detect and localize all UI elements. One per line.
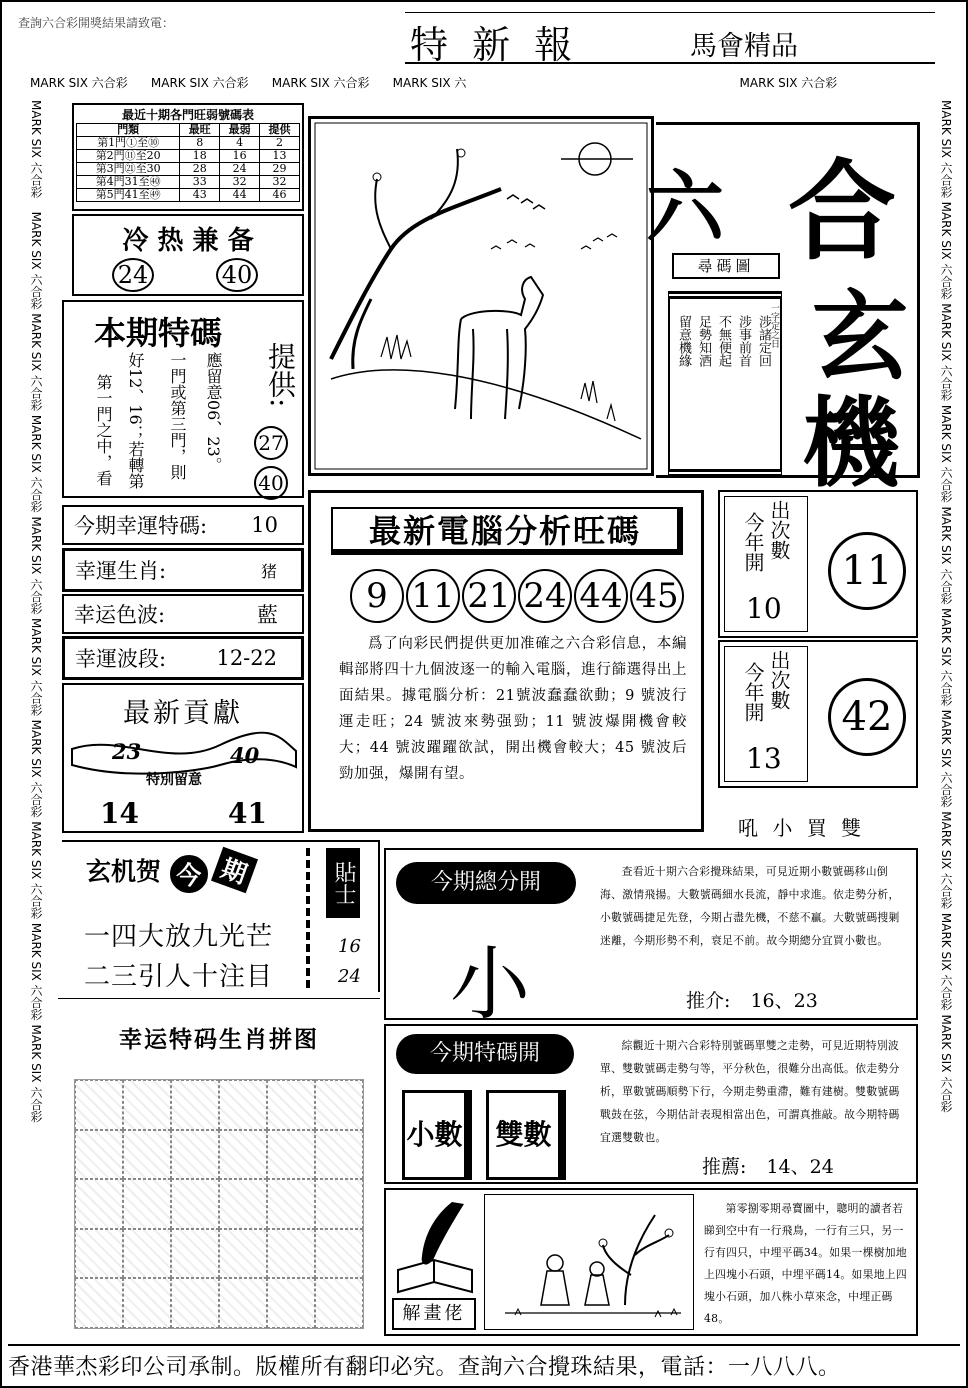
puzzle-piece bbox=[219, 1229, 267, 1279]
total-big: 小 bbox=[450, 938, 530, 1031]
strip-item: MARK SIX 六合彩 bbox=[29, 1024, 43, 1123]
table-cell: 33 bbox=[180, 176, 220, 189]
puzzle-piece bbox=[75, 1179, 123, 1229]
strip-item: MARK SIX 六合彩 bbox=[29, 100, 43, 198]
puzzle-piece bbox=[171, 1130, 219, 1180]
computer-title: 最新電腦分析旺碼 bbox=[331, 507, 683, 555]
strip-item: MARK SIX 六合彩 bbox=[29, 719, 43, 818]
table-cell: 32 bbox=[260, 176, 300, 189]
table-cell: 第5門41至㊾ bbox=[77, 189, 180, 202]
interpret-box bbox=[384, 1188, 918, 1336]
puzzle-piece bbox=[219, 1179, 267, 1229]
lucky-color-value: 藍 bbox=[257, 603, 278, 627]
contribution-top-num: 40 bbox=[230, 743, 260, 768]
puzzle-piece bbox=[315, 1130, 363, 1180]
lucky-special-row bbox=[62, 505, 304, 545]
strip-item: MARK SIX 六 bbox=[392, 76, 467, 90]
count-box-2 bbox=[718, 640, 918, 788]
poem-side: 一字定之日 bbox=[769, 303, 779, 348]
table-row bbox=[77, 176, 300, 189]
contribution-title: 最新貢獻 bbox=[123, 698, 243, 729]
special-open-label: 今期特碼開 bbox=[396, 1034, 574, 1074]
table-cell: 46 bbox=[260, 189, 300, 202]
gate-table-grid bbox=[76, 123, 300, 202]
puzzle-piece bbox=[171, 1229, 219, 1279]
puzzle-piece bbox=[315, 1179, 363, 1229]
puzzle-piece bbox=[171, 1179, 219, 1229]
gate-table bbox=[72, 103, 304, 211]
table-cell: 13 bbox=[260, 150, 300, 163]
count-col1: 出次數 bbox=[767, 650, 791, 710]
total-label: 今期總分開 bbox=[396, 862, 576, 904]
liuhe-char-3: 玄 bbox=[812, 280, 908, 393]
strip-item: MARK SIX 六合彩 bbox=[939, 100, 953, 198]
strip-item: MARK SIX 六合彩 bbox=[30, 76, 128, 90]
contribution-bottom-num: 14 bbox=[100, 797, 139, 830]
strip-item: MARK SIX 六合彩 bbox=[29, 516, 43, 615]
table-cell: 第4門31至㊵ bbox=[77, 176, 180, 189]
strip-item: MARK SIX 六合彩 bbox=[29, 414, 43, 513]
gate-table-title: 最近十期各門旺弱號碼表 bbox=[121, 108, 254, 122]
strip-item: MARK SIX 六合彩 bbox=[271, 76, 370, 90]
count-col2: 今年開 bbox=[741, 662, 765, 722]
lucky-range-label: 幸運波段: bbox=[75, 647, 167, 671]
analysis-ball: 45 bbox=[630, 569, 684, 623]
cold-hot-box bbox=[72, 214, 304, 296]
contribution-box bbox=[62, 683, 304, 833]
special-col: 一門或第三門，則 bbox=[168, 352, 187, 480]
table-row bbox=[77, 163, 300, 176]
puzzle-piece bbox=[267, 1278, 315, 1328]
xuanji-box bbox=[62, 840, 380, 992]
special-open-rec-label: 推薦: bbox=[702, 1156, 747, 1178]
liuhe-char-2: 合 bbox=[788, 149, 897, 275]
table-cell: 第3門㉑至30 bbox=[77, 163, 180, 176]
table-cell: 44 bbox=[220, 189, 260, 202]
puzzle-piece bbox=[75, 1278, 123, 1328]
poem-col: 涉諸定回 bbox=[756, 315, 771, 367]
strip-item: MARK SIX 六合彩 bbox=[739, 76, 838, 90]
puzzle-piece bbox=[75, 1229, 123, 1279]
lucky-range-row bbox=[62, 636, 304, 680]
xuanji-title bbox=[86, 852, 253, 893]
special-col: 應留意06、23。 bbox=[204, 352, 223, 473]
puzzle-piece bbox=[315, 1080, 363, 1130]
contribution-bottom-num: 41 bbox=[228, 797, 267, 830]
total-text: 查看近十期六合彩攪珠結果，可見近期小數號碼移山倒海、激情飛揚。大數號碼細水長流，靜中求進。依走勢分析，小數號碼捷足先登，今期占盡先機，不慈不贏。大數號碼搜剿迷離，今期形勢不利，衰足不前。故今期總分宜買小數也。 bbox=[600, 865, 900, 947]
computer-box bbox=[308, 490, 704, 832]
lucky-color-label: 幸运色波: bbox=[74, 603, 166, 627]
puzzle-title: 幸运特码生肖拼图 bbox=[119, 1026, 319, 1053]
puzzle-piece bbox=[75, 1130, 123, 1180]
total-rec bbox=[686, 986, 818, 1013]
count-box-1 bbox=[718, 490, 918, 638]
table-cell: 24 bbox=[220, 163, 260, 176]
strip-item: MARK SIX 六合彩 bbox=[939, 506, 953, 605]
strip-item: MARK SIX 六合彩 bbox=[939, 1014, 953, 1113]
puzzle-piece bbox=[219, 1278, 267, 1328]
analysis-ball: 44 bbox=[574, 569, 628, 623]
lucky-zodiac-label: 幸運生肖: bbox=[75, 559, 167, 583]
puzzle-piece bbox=[171, 1278, 219, 1328]
xuanji-title-b: 今 bbox=[170, 855, 208, 893]
table-cell: 16 bbox=[220, 150, 260, 163]
analysis-ball: 21 bbox=[462, 569, 516, 623]
interpret-text: 第零捌零期尋寶圖中，聰明的讀者若睇到空中有一行飛鳥，一行有三只，另一行有四只，中埋平碼34。如果一棵樹加地上四塊小石頭，中埋平碼14。如果地上四塊小石頭，加八株小草來念，中埋正碼48。 bbox=[704, 1202, 907, 1325]
puzzle-piece bbox=[123, 1229, 171, 1279]
puzzle-piece bbox=[315, 1229, 363, 1279]
poem-col: 涉事前首 bbox=[736, 315, 751, 367]
puzzle-piece bbox=[123, 1179, 171, 1229]
count-col2: 今年開 bbox=[741, 512, 765, 572]
special-num: 27 bbox=[254, 426, 288, 460]
scroll bbox=[668, 291, 782, 477]
special-box bbox=[62, 300, 304, 498]
special-col: 好12、16；若轉第 bbox=[126, 352, 145, 489]
strip-item: MARK SIX 六合彩 bbox=[939, 201, 953, 300]
cold-hot-title: 冷 热 兼 备 bbox=[122, 226, 254, 256]
lucky-special-value: 10 bbox=[251, 513, 278, 537]
cold-hot-num: 40 bbox=[216, 258, 258, 292]
special-open-box bbox=[384, 1024, 918, 1184]
liuhe-char-4: 機 bbox=[802, 386, 901, 501]
table-cell: 32 bbox=[220, 176, 260, 189]
table-row bbox=[77, 189, 300, 202]
table-cell: 第2門⑪至20 bbox=[77, 150, 180, 163]
lucky-range-value: 12-22 bbox=[216, 646, 277, 670]
puzzle-piece bbox=[75, 1080, 123, 1130]
analysis-ball: 24 bbox=[518, 569, 572, 623]
puzzle-piece bbox=[267, 1080, 315, 1130]
contribution-note: 特別留意 bbox=[146, 772, 202, 788]
count-value: 10 bbox=[746, 592, 782, 625]
strip-item: MARK SIX 六合彩 bbox=[29, 821, 43, 920]
puzzle-grid bbox=[74, 1079, 364, 1329]
strip-item: MARK SIX 六合彩 bbox=[939, 404, 953, 503]
table-cell: 28 bbox=[180, 163, 220, 176]
count-circle: 42 bbox=[828, 678, 906, 756]
special-title: 本期特碼 bbox=[94, 314, 223, 352]
lucky-special-label: 今期幸運特碼: bbox=[74, 514, 208, 538]
strip-item: MARK SIX 六合彩 bbox=[29, 313, 43, 411]
puzzle-piece bbox=[267, 1179, 315, 1229]
table-header: 提供 bbox=[260, 124, 300, 137]
table-header: 最弱 bbox=[220, 124, 260, 137]
xuanji-line1: 一四大放九光芒 bbox=[84, 922, 274, 952]
table-cell: 29 bbox=[260, 163, 300, 176]
ball-row bbox=[349, 569, 689, 623]
table-cell: 8 bbox=[180, 137, 220, 150]
donkey-tree-illustration bbox=[311, 119, 651, 473]
strip-item: MARK SIX 六合彩 bbox=[939, 912, 953, 1011]
total-heading: 吼 小 買 雙 bbox=[738, 816, 866, 840]
table-cell: 43 bbox=[180, 189, 220, 202]
lucky-zodiac-row bbox=[62, 548, 304, 592]
interpret-label: 解畫佬 bbox=[392, 1298, 476, 1330]
table-cell: 2 bbox=[260, 137, 300, 150]
special-num: 40 bbox=[254, 466, 288, 500]
dashed-divider bbox=[306, 848, 310, 988]
computer-text: 爲了向彩民們提供更加准確之六合彩信息，本編輯部將四十九個波逐一的輸入電腦，進行篩選得出上面結果。據電腦分析：21號波蠢蠢欲動；9 號波行運走旺；24 號波來勢强勁；11 號波爆開機會較大；44 號波躍躍欲試，開出機會較大；45 號波后勁加强，爆開有望。 bbox=[339, 636, 687, 782]
left-strip bbox=[24, 100, 48, 1340]
puzzle-piece bbox=[219, 1130, 267, 1180]
xuanji-title-a: 玄机贺 bbox=[86, 857, 162, 886]
total-rec-label: 推介: bbox=[686, 990, 731, 1012]
puzzle-piece bbox=[123, 1278, 171, 1328]
special-provide: 提供: bbox=[264, 342, 297, 408]
contribution-top-num: 23 bbox=[112, 739, 142, 764]
interpret-illustration-frame bbox=[484, 1194, 694, 1330]
top-strip bbox=[30, 72, 930, 94]
table-cell: 4 bbox=[220, 137, 260, 150]
lucky-zodiac-value: 猪 bbox=[260, 561, 277, 581]
xuanji-line2: 二三引人十注目 bbox=[84, 962, 274, 992]
brush-book-icon bbox=[394, 1196, 476, 1296]
strip-item: MARK SIX 六合彩 bbox=[29, 211, 43, 310]
table-row bbox=[77, 150, 300, 163]
header-subtitle: 馬會精品 bbox=[690, 31, 798, 62]
strip-item: MARK SIX 六合彩 bbox=[939, 303, 953, 401]
puzzle-piece bbox=[123, 1130, 171, 1180]
special-col: 第一門之中，看 bbox=[94, 374, 113, 486]
xuanji-side-label: 貼士 bbox=[326, 848, 360, 918]
lucky-color-row bbox=[62, 594, 304, 634]
poem-col: 不無便起 bbox=[716, 315, 731, 367]
strip-item: MARK SIX 六合彩 bbox=[150, 76, 249, 90]
table-row bbox=[77, 137, 300, 150]
analysis-ball: 11 bbox=[406, 569, 460, 623]
puzzle-piece bbox=[315, 1278, 363, 1328]
total-box bbox=[384, 848, 918, 1031]
header-top-left: 查詢六合彩開獎結果請致電： bbox=[18, 16, 175, 30]
poem-col: 留意機緣 bbox=[676, 315, 691, 367]
puzzle-piece bbox=[123, 1080, 171, 1130]
count-col1: 出次數 bbox=[767, 500, 791, 560]
table-cell: 第1門①至⑩ bbox=[77, 137, 180, 150]
puzzle-piece bbox=[267, 1130, 315, 1180]
puzzle-box bbox=[58, 998, 380, 1334]
total-rec-value: 16、23 bbox=[750, 990, 818, 1012]
right-strip bbox=[934, 100, 958, 1340]
special-open-a: 小數 bbox=[402, 1090, 472, 1180]
strip-item: MARK SIX 六合彩 bbox=[29, 922, 43, 1021]
special-open-b: 雙數 bbox=[486, 1090, 566, 1180]
xuanji-side-num: 24 bbox=[338, 966, 361, 987]
count-value: 13 bbox=[746, 742, 782, 775]
strip-item: MARK SIX 六合彩 bbox=[939, 811, 953, 910]
liuhe-tag: 尋碼圖 bbox=[672, 253, 780, 279]
footer: 香港華杰彩印公司承制。版權所有翻印必究。查詢六合攪珠結果，電話：一八八八。 bbox=[8, 1344, 960, 1381]
special-open-rec bbox=[702, 1152, 834, 1179]
xuanji-side-num: 16 bbox=[338, 936, 361, 957]
table-header-row bbox=[77, 124, 300, 137]
sitting-figures-illustration bbox=[485, 1195, 693, 1329]
strip-item: MARK SIX 六合彩 bbox=[939, 709, 953, 808]
xuanji-title-c: 期 bbox=[211, 847, 258, 893]
table-header: 最旺 bbox=[180, 124, 220, 137]
strip-item: MARK SIX 六合彩 bbox=[939, 608, 953, 706]
analysis-ball: 9 bbox=[350, 569, 404, 623]
special-open-text: 綜觀近十期六合彩特別號碼單雙之走勢，可見近期特別波單、雙數號碼走勢勻等，平分秋色，很難分出高低。依走勢分析，單數號碼順勢下行，今期走勢重滯，難有建樹。雙數號碼戰鼓在弦，今期估計表現相當出色，可謂真推敲。故今期特碼宜選雙數也。 bbox=[600, 1039, 900, 1144]
table-header: 門類 bbox=[77, 124, 180, 137]
strip-item: MARK SIX 六合彩 bbox=[29, 618, 43, 716]
liuhe-panel bbox=[646, 122, 920, 501]
cold-hot-num: 24 bbox=[112, 258, 154, 292]
header-title: 特 新 報 bbox=[410, 23, 579, 67]
puzzle-piece bbox=[171, 1080, 219, 1130]
puzzle-piece bbox=[267, 1229, 315, 1279]
special-open-rec-value: 14、24 bbox=[766, 1156, 834, 1178]
table-cell: 18 bbox=[180, 150, 220, 163]
poem-col: 足勢知酒 bbox=[696, 315, 711, 367]
liuhe-char-1: 六 bbox=[646, 162, 725, 253]
count-circle: 11 bbox=[828, 532, 906, 610]
illustration-frame bbox=[308, 116, 654, 476]
puzzle-piece bbox=[219, 1080, 267, 1130]
